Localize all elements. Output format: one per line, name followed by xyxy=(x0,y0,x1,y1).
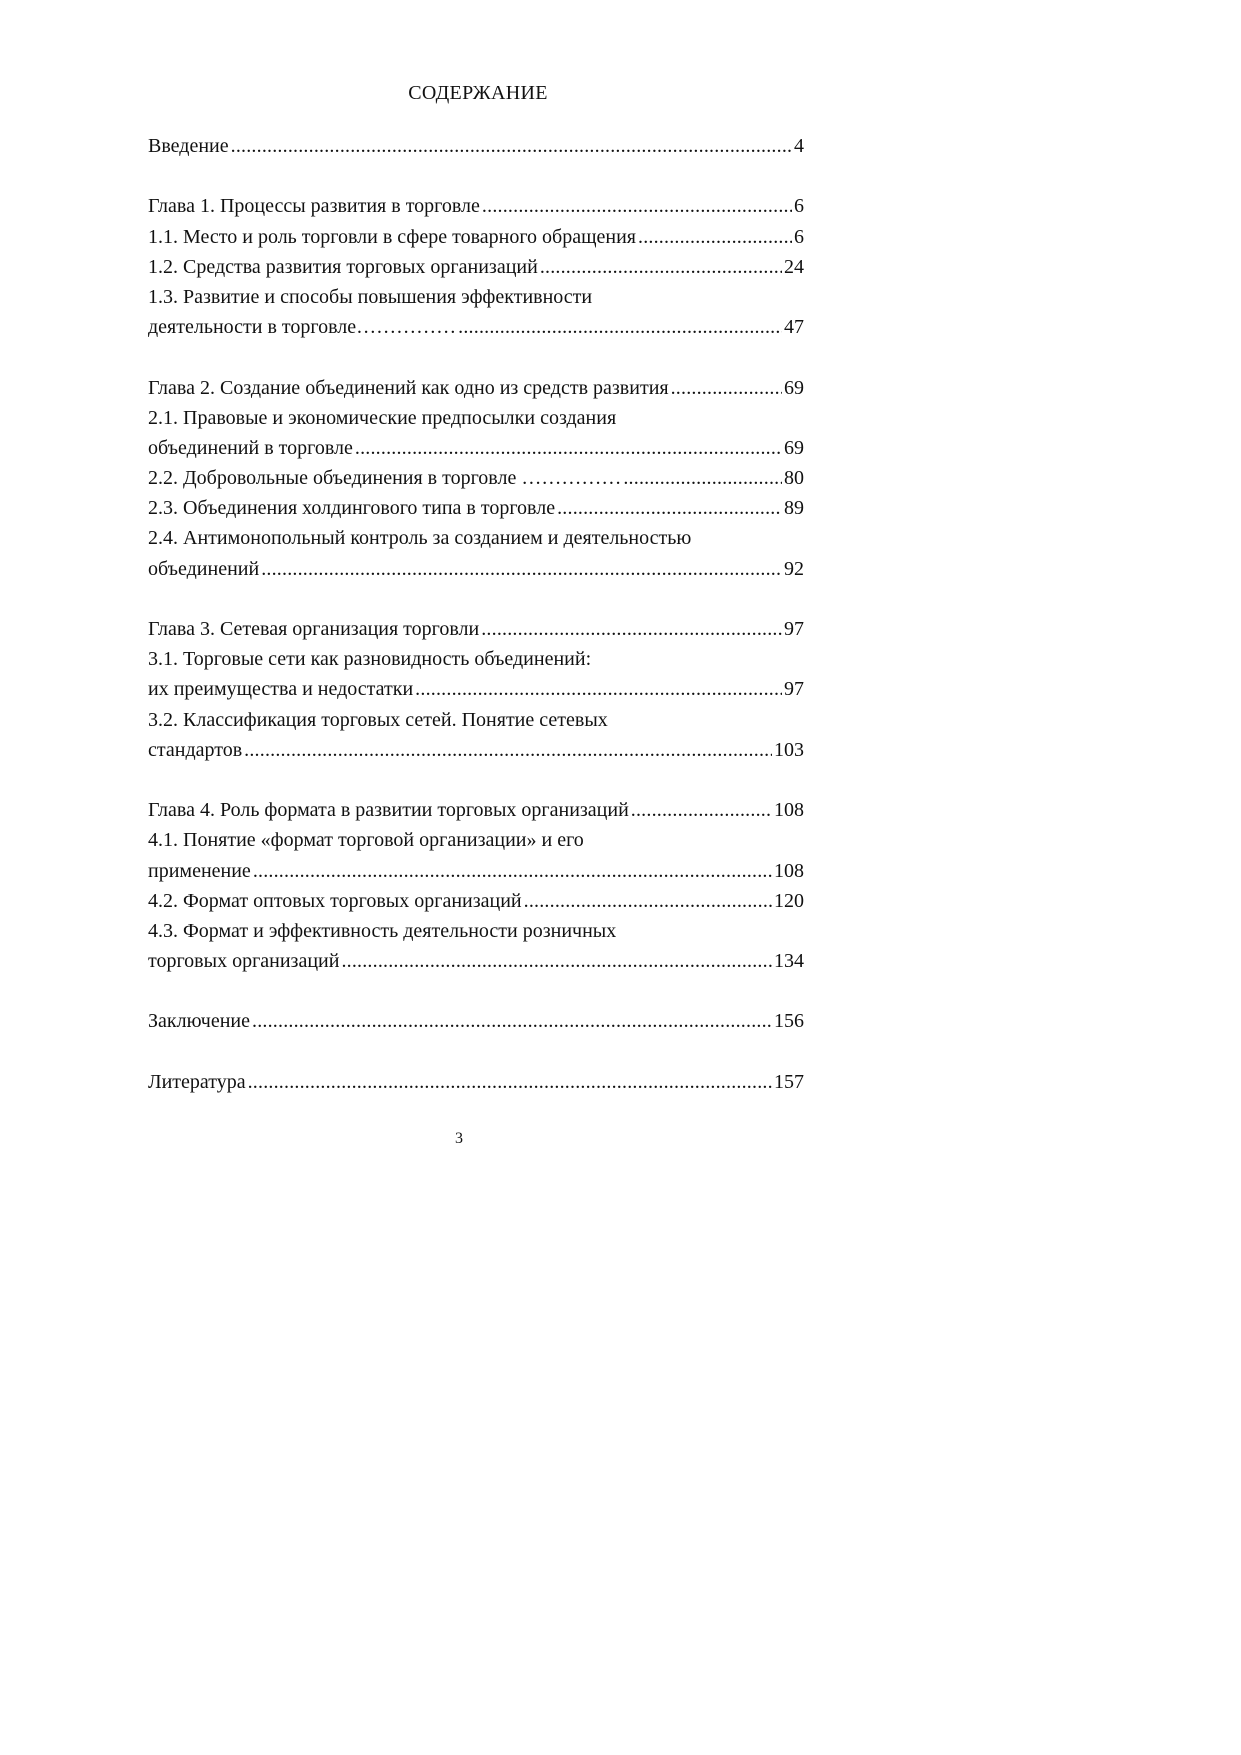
toc-entry-page: 156 xyxy=(774,1010,804,1033)
toc-entry-page: 92 xyxy=(784,557,804,580)
spacer xyxy=(148,161,804,191)
toc-title: СОДЕРЖАНИЕ xyxy=(408,82,548,104)
page-number: 3 xyxy=(455,1130,463,1147)
dot-leader xyxy=(482,191,792,221)
toc-entry-label: 1.1. Место и роль торговли в сфере товарного обращения xyxy=(148,225,636,248)
dot-leader xyxy=(248,1067,772,1097)
toc-entry-page: 157 xyxy=(774,1070,804,1093)
toc-entry-chapter-2[interactable] xyxy=(148,373,804,403)
toc-entry-label: деятельности в торговле…………… xyxy=(148,316,457,339)
dot-leader xyxy=(631,795,772,825)
dot-leader xyxy=(231,131,792,161)
toc-entry-page: 47 xyxy=(784,316,804,339)
toc-entry-section-2-2[interactable] xyxy=(148,463,804,493)
toc-entry-page: 4 xyxy=(794,135,804,157)
spacer xyxy=(148,342,804,372)
dot-leader xyxy=(252,1006,772,1036)
table-of-contents xyxy=(148,131,804,1097)
toc-entry-label: Литература xyxy=(148,1070,246,1093)
toc-entry-label: 4.3. Формат и эффективность деятельности розничных xyxy=(148,919,617,942)
toc-entry-label: объединений xyxy=(148,557,260,580)
toc-entry-page: 69 xyxy=(784,376,804,399)
toc-entry-page: 80 xyxy=(784,467,804,490)
toc-entry-literature[interactable] xyxy=(148,1067,804,1097)
dot-leader xyxy=(253,856,772,886)
dot-leader xyxy=(341,946,772,976)
spacer xyxy=(148,976,804,1006)
toc-entry-section-3-1-line-2[interactable] xyxy=(148,674,804,704)
dot-leader xyxy=(415,674,782,704)
toc-entry-label: 3.1. Торговые сети как разновидность объединений: xyxy=(148,648,592,671)
dot-leader xyxy=(481,614,782,644)
toc-entry-label: объединений в торговле xyxy=(148,436,353,459)
toc-entry-page: 24 xyxy=(784,255,804,278)
toc-entry-chapter-3[interactable] xyxy=(148,614,804,644)
toc-entry-page: 69 xyxy=(784,436,804,459)
toc-entry-section-2-3[interactable] xyxy=(148,493,804,523)
toc-entry-chapter-1[interactable] xyxy=(148,191,804,221)
toc-entry-conclusion[interactable] xyxy=(148,1006,804,1036)
toc-entry-section-4-1-line-2[interactable] xyxy=(148,856,804,886)
dot-leader xyxy=(638,222,792,252)
toc-entry-page: 108 xyxy=(774,859,804,882)
toc-entry-label: Введение xyxy=(148,135,229,157)
dot-leader xyxy=(557,493,782,523)
toc-entry-section-2-1-line-1[interactable] xyxy=(148,403,804,433)
dot-leader xyxy=(540,252,782,282)
toc-entry-label: 4.1. Понятие «формат торговой организации» и его xyxy=(148,829,584,852)
toc-entry-page: 134 xyxy=(774,950,804,973)
toc-entry-section-4-3-line-2[interactable] xyxy=(148,946,804,976)
toc-entry-section-1-1[interactable] xyxy=(148,222,804,252)
toc-entry-section-1-3-line-1[interactable] xyxy=(148,282,804,312)
toc-entry-section-4-1-line-1[interactable] xyxy=(148,825,804,855)
toc-entry-section-4-2[interactable] xyxy=(148,886,804,916)
spacer xyxy=(148,765,804,795)
toc-entry-section-1-2[interactable] xyxy=(148,252,804,282)
toc-entry-label: Глава 2. Создание объединений как одно из средств развития xyxy=(148,376,669,399)
toc-entry-label: 1.2. Средства развития торговых организаций xyxy=(148,255,538,278)
toc-entry-label: 1.3. Развитие и способы повышения эффективности xyxy=(148,285,593,308)
toc-entry-page: 89 xyxy=(784,497,804,520)
toc-entry-label: торговых организаций xyxy=(148,950,340,973)
dot-leader xyxy=(623,463,782,493)
toc-entry-label: 2.4. Антимонопольный контроль за созданием и деятельностью xyxy=(148,527,692,550)
toc-entry-page: 108 xyxy=(774,799,804,822)
toc-entry-page: 120 xyxy=(774,889,804,912)
dot-leader xyxy=(355,433,782,463)
toc-entry-section-3-2-line-1[interactable] xyxy=(148,705,804,735)
dot-leader xyxy=(458,312,782,342)
toc-entry-chapter-4[interactable] xyxy=(148,795,804,825)
dot-leader xyxy=(524,886,772,916)
toc-entry-label: 3.2. Классификация торговых сетей. Понятие сетевых xyxy=(148,708,608,731)
toc-entry-section-3-1-line-1[interactable] xyxy=(148,644,804,674)
toc-entry-label: применение xyxy=(148,859,251,882)
toc-entry-page: 97 xyxy=(784,678,804,701)
toc-entry-label: 4.2. Формат оптовых торговых организаций xyxy=(148,889,522,912)
toc-entry-label: 2.2. Добровольные объединения в торговле …………… xyxy=(148,467,622,490)
spacer xyxy=(148,1037,804,1067)
toc-entry-label: Глава 4. Роль формата в развитии торговых организаций xyxy=(148,799,629,822)
toc-entry-page: 103 xyxy=(774,738,804,761)
toc-entry-label: Глава 3. Сетевая организация торговли xyxy=(148,618,480,640)
toc-entry-page: 6 xyxy=(794,195,804,218)
toc-entry-label: Заключение xyxy=(148,1010,250,1033)
spacer xyxy=(148,584,804,614)
toc-entry-label: их преимущества и недостатки xyxy=(148,678,414,701)
toc-entry-label: стандартов xyxy=(148,738,243,761)
dot-leader xyxy=(244,735,772,765)
toc-entry-label: 2.1. Правовые и экономические предпосылки создания xyxy=(148,406,617,429)
toc-entry-section-1-3-line-2[interactable] xyxy=(148,312,804,342)
toc-entry-section-3-2-line-2[interactable] xyxy=(148,735,804,765)
dot-leader xyxy=(671,373,782,403)
toc-entry-label: Глава 1. Процессы развития в торговле xyxy=(148,195,480,218)
toc-entry-section-2-4-line-1[interactable] xyxy=(148,523,804,553)
toc-entry-section-2-1-line-2[interactable] xyxy=(148,433,804,463)
toc-entry-page: 6 xyxy=(794,225,804,248)
toc-entry-page: 97 xyxy=(784,618,804,640)
toc-entry-section-4-3-line-1[interactable] xyxy=(148,916,804,946)
toc-entry-section-2-4-line-2[interactable] xyxy=(148,554,804,584)
toc-entry-label: 2.3. Объединения холдингового типа в торговле xyxy=(148,497,556,520)
toc-entry-intro[interactable] xyxy=(148,131,804,161)
dot-leader xyxy=(261,554,782,584)
